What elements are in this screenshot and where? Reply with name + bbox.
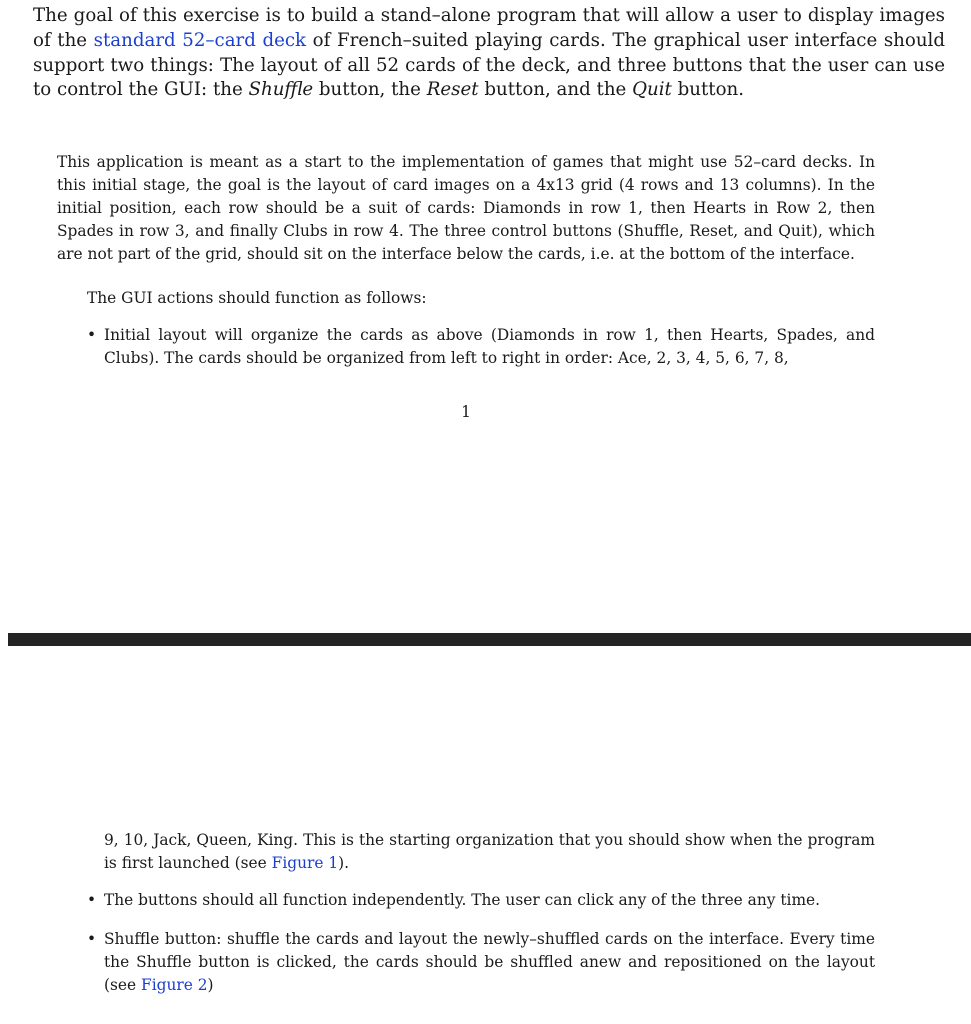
bullet-text: The buttons should all function independently. The user can click any of the three any time. (104, 891, 821, 909)
intro-text-1: The goal of this exercise is to build a stand–alone program that will allow a user to display images of the (33, 5, 945, 51)
gui-actions-heading: The GUI actions should function as follows: (87, 289, 427, 307)
shuffle-text: Shuffle button: shuffle the cards and layout the newly–shuffled cards on the interface. Every time the Shuffle button is clicked, the cards should be shuffled anew and repositioned on the layout (see (104, 930, 875, 994)
continued-end: ). (338, 854, 350, 872)
bullet-marker: • (87, 891, 97, 909)
bullet-text: Initial layout will organize the cards as above (Diamonds in row 1, then Hearts, Spades, and Clubs). The cards should be organized from left to right in order: Ace, 2, 3, 4, 5, 6, 7, 8, (104, 326, 875, 367)
intro-paragraph (33, 4, 945, 103)
intro-text-4: button, and the (478, 79, 633, 101)
bullet-marker: • (87, 326, 97, 344)
reset-term: Reset (426, 79, 479, 101)
bullet-continued-text (104, 829, 875, 875)
shuffle-term: Shuffle (248, 79, 314, 101)
figure-2-link[interactable]: Figure 2 (141, 976, 208, 994)
bullet-text (104, 928, 875, 997)
page-divider (8, 633, 971, 646)
standard-deck-link[interactable]: standard 52–card deck (93, 29, 307, 51)
quit-term: Quit (632, 79, 672, 101)
bullet-item-initial-layout (87, 324, 875, 370)
continued-text: 9, 10, Jack, Queen, King. This is the starting organization that you should show when the program is first launched (see (104, 831, 875, 872)
bullet-item-shuffle-button (87, 928, 875, 997)
intro-text-3: button, the (313, 79, 427, 101)
intro-text-5: button. (671, 79, 745, 101)
shuffle-text-end: ) (207, 976, 214, 994)
bullet-item-buttons-independent (87, 889, 875, 912)
figure-1-link[interactable]: Figure 1 (271, 854, 339, 872)
bullet-marker: • (87, 930, 97, 948)
description-paragraph: This application is meant as a start to the implementation of games that might use 52–card decks. In this initial stage, the goal is the layout of card images on a 4x13 grid (4 rows and 13 columns). In the initial position, each row should be a suit of cards: Diamonds in row 1, then Hearts in Row 2, then Spades in row 3, and finally Clubs in row 4. The three control buttons (Shuffle, Reset, and Quit), which are not part of the grid, should sit on the interface below the cards, i.e. at the bottom of the interface. (57, 153, 875, 263)
page-number: 1 (461, 403, 471, 421)
intro-text-2: of French–suited playing cards. The graphical user interface should support two things: The layout of all 52 cards of the deck, and three buttons that the user can use to control the GUI: the (33, 29, 945, 101)
